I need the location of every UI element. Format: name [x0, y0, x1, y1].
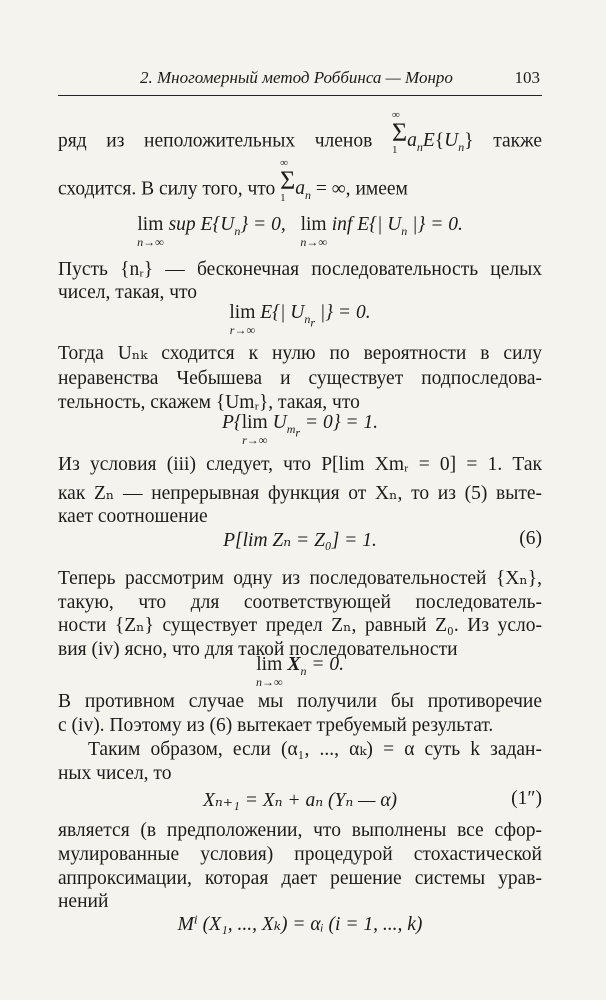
text-line-2-end: имеем — [355, 178, 408, 200]
text-line-19: является (в предположении, что выполнены все сфор- — [58, 820, 542, 841]
equation-7: Mⁱ (X₁, ..., Xₖ) = αᵢ (i = 1, ..., k) — [177, 914, 423, 935]
equation-5: lim n→∞ $X_n = 0$. — [256, 654, 344, 689]
equation-6 — [58, 788, 542, 812]
text-line-1-end: также — [493, 130, 542, 152]
equation-6-text: Xₙ₊₁ = Xₙ + aₙ (Yₙ — α) — [202, 790, 398, 811]
running-title: 2. Многомерный метод Роббинса — Монро — [140, 68, 453, 87]
sum-symbol-2: ∞ Σ 1 — [280, 157, 296, 204]
equation-4 — [58, 528, 542, 552]
sum-symbol: ∞ Σ 1 — [391, 109, 408, 156]
equation-number-6: (6) — [519, 528, 542, 549]
text-line-6: неравенства Чебышева и существует подпоследова- — [58, 368, 542, 389]
text-line-18: ных чисел, то — [58, 763, 172, 784]
text-line-2: сходится. В силу того, что ∞ Σ 1 $a_n$ = ∞, имеем — [58, 157, 408, 204]
text-line-14: вия (iv) ясно, что для такой последовательности — [58, 639, 458, 660]
header-rule — [58, 95, 542, 96]
text-line-8: Из условия (iii) следует, что P[lim Xmᵣ = 0] = 1. Так — [58, 454, 542, 475]
text-line-1-start: ряд из неположительных членов — [58, 130, 373, 152]
equation-4-text: P[lim Zₙ = Z₀] = 1. — [223, 530, 377, 551]
text-line-20: мулированные условия) процедурой стохастической — [58, 844, 542, 865]
equation-1: lim n→∞ sup $E\{U_n\} = 0$, lim n→∞ inf E{| $U_n$ |} = 0. — [137, 214, 463, 249]
text-line-13: ности {Zₙ} существует предел Zₙ, равный Z₀. Из усло- — [58, 615, 542, 636]
page-number: 103 — [514, 68, 540, 87]
running-header — [140, 68, 540, 88]
text-line-16: с (iv). Поэтому из (6) вытекает требуемый результат. — [58, 715, 494, 736]
equation-number-1pp: (1″) — [511, 788, 542, 809]
text-line-10: кает соотношение — [58, 506, 208, 527]
equation-2: lim r→∞ E{| $U_{n_r}$ |} = 0. — [229, 302, 371, 337]
text-line-9: как Zₙ — непрерывная функция от Xₙ, то из (5) выте- — [58, 483, 542, 504]
equation-3: P{lim r→∞ $U_{m_r} = 0\} = 1$. — [221, 412, 379, 447]
text-line-5: Тогда Uₙₖ сходится к нулю по вероятности в силу — [58, 343, 542, 364]
text-line-15: В противном случае мы получили бы противоречие — [58, 691, 542, 712]
text-line-17: Таким образом, если (α₁, ..., αₖ) = α суть k задан- — [88, 739, 542, 760]
text-line-2-start: сходится. В силу того, что — [58, 178, 276, 200]
text-line-11: Теперь рассмотрим одну из последовательностей {Xₙ}, — [58, 568, 542, 589]
text-line-1: ряд из неположительных членов ∞ Σ 1 $a_nE\{U_n\}$ также — [58, 109, 542, 156]
text-line-12: такую, что для соответствующей последователь- — [58, 592, 542, 613]
text-line-22: нений — [58, 891, 109, 912]
text-line-7: тельность, скажем {Umᵣ}, такая, что — [58, 392, 360, 413]
text-line-4: чисел, такая, что — [58, 282, 198, 303]
text-line-3: Пусть {nᵣ} — бесконечная последовательность целых — [58, 259, 542, 280]
text-line-21: аппроксимации, которая дает решение системы урав- — [58, 868, 542, 889]
